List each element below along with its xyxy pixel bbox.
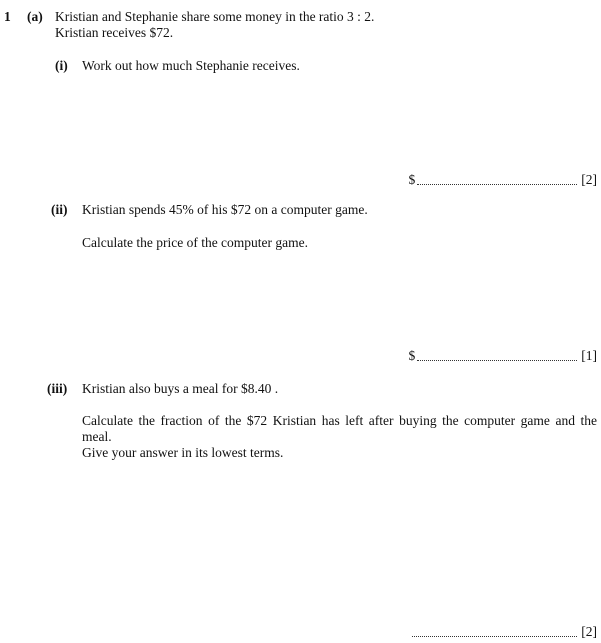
part-i-label: (i) [55, 58, 68, 73]
part-iii-marks: [2] [581, 624, 597, 639]
part-ii-label: (ii) [51, 202, 68, 217]
intro-line-2: Kristian receives $72. [55, 25, 174, 40]
part-i-answer-line[interactable] [409, 170, 598, 188]
part-ii-instruction: Calculate the price of the computer game. [82, 235, 309, 250]
question-number: 1 [4, 9, 11, 24]
part-iii-dots [412, 636, 577, 637]
part-ii-marks: [1] [581, 348, 597, 363]
part-ii-answer-line[interactable] [409, 346, 598, 364]
intro-line-1: Kristian and Stephanie share some money in the ratio 3 : 2. [55, 9, 375, 24]
part-iii-label: (iii) [47, 381, 68, 396]
part-iii-instruction-2: Give your answer in its lowest terms. [82, 445, 284, 460]
part-iii-instruction: Calculate the fraction of the $72 Kristian has left after buying the computer game and the meal. [82, 413, 597, 444]
part-iii-text: Kristian also buys a meal for $8.40 . [82, 381, 279, 396]
part-i-marks: [2] [581, 172, 597, 187]
part-ii-text: Kristian spends 45% of his $72 on a computer game. [82, 202, 368, 217]
part-ii-currency: $ [408, 348, 416, 363]
part-label-a: (a) [27, 9, 43, 24]
part-i-currency: $ [408, 172, 416, 187]
part-i-text: Work out how much Stephanie receives. [82, 58, 300, 73]
part-i-dots [417, 184, 577, 185]
part-iii-answer-line[interactable] [412, 622, 597, 640]
part-ii-dots [417, 360, 577, 361]
